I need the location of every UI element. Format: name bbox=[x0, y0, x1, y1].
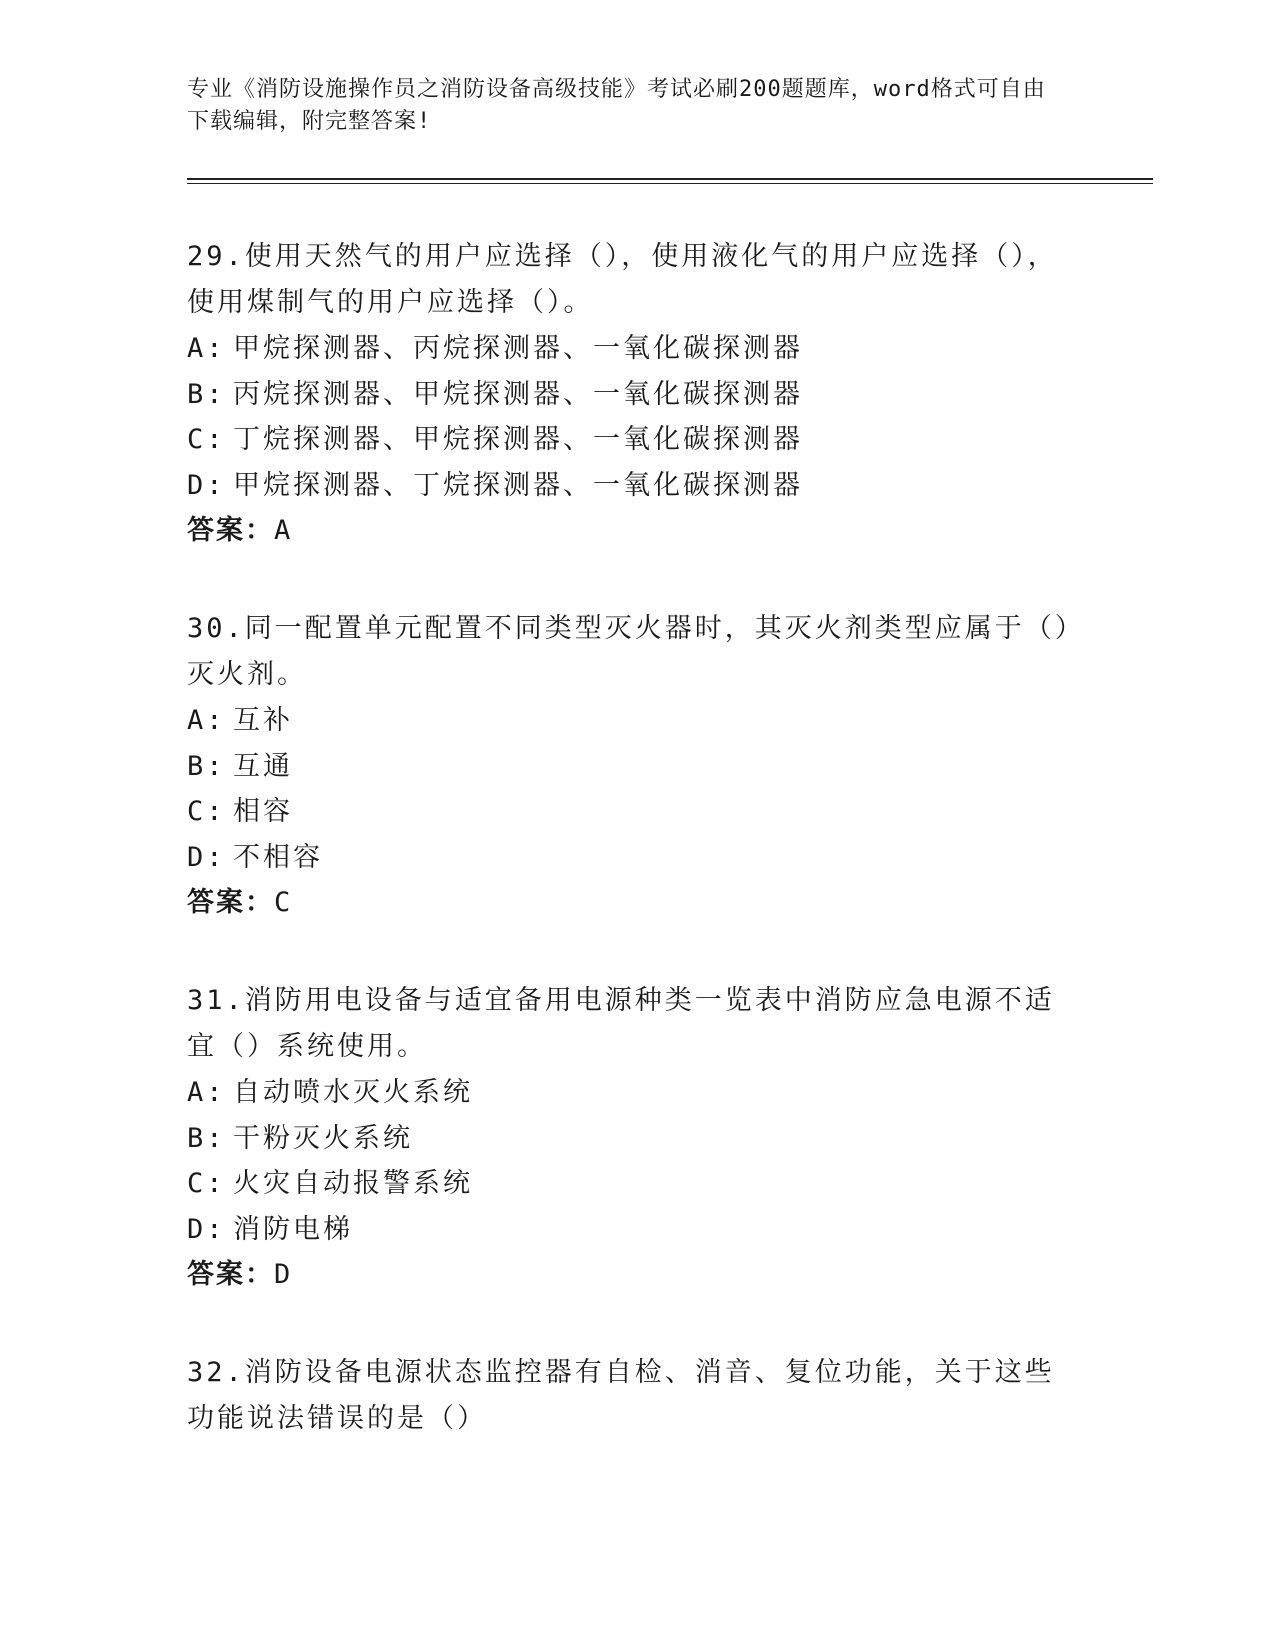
document-header: 专业《消防设施操作员之消防设备高级技能》考试必刷200题题库，word格式可自由下载编辑，附完整答案! bbox=[187, 77, 1046, 134]
answer-label: 答案： bbox=[187, 515, 274, 546]
option-letter: A: bbox=[187, 705, 226, 736]
question-stem: 31.消防用电设备与适宜备用电源种类一览表中消防应急电源不适宜（）系统使用。 bbox=[187, 985, 1055, 1062]
option-text: 互通 bbox=[233, 750, 293, 782]
option-letter: B: bbox=[187, 1122, 226, 1154]
option-text: 自动喷水灭火系统 bbox=[233, 1077, 473, 1108]
option-d bbox=[187, 1207, 1077, 1253]
question-30 bbox=[187, 606, 1077, 926]
option-letter: D: bbox=[187, 469, 226, 501]
option-letter: B: bbox=[187, 750, 226, 782]
header-divider-thin bbox=[187, 183, 1153, 184]
option-letter: A: bbox=[187, 333, 226, 364]
option-d bbox=[187, 463, 1077, 509]
answer-value: C bbox=[274, 887, 293, 918]
answer-label: 答案： bbox=[187, 887, 274, 918]
option-d bbox=[187, 835, 1077, 881]
option-text: 甲烷探测器、丙烷探测器、一氧化碳探测器 bbox=[233, 333, 803, 364]
option-b bbox=[187, 1116, 1077, 1162]
option-text: 消防电梯 bbox=[233, 1213, 353, 1245]
option-letter: C: bbox=[187, 796, 226, 827]
question-list bbox=[187, 234, 1077, 1494]
option-c bbox=[187, 1161, 1077, 1207]
option-c bbox=[187, 789, 1077, 835]
answer-value: A bbox=[274, 515, 293, 546]
answer-label: 答案： bbox=[187, 1259, 274, 1290]
answer-line bbox=[187, 880, 1077, 926]
answer-line bbox=[187, 1252, 1077, 1298]
option-text: 丙烷探测器、甲烷探测器、一氧化碳探测器 bbox=[233, 378, 803, 410]
option-text: 不相容 bbox=[233, 841, 323, 873]
option-letter: D: bbox=[187, 1213, 226, 1245]
answer-line bbox=[187, 508, 1077, 554]
option-a bbox=[187, 1070, 1077, 1116]
question-29 bbox=[187, 234, 1077, 554]
option-letter: B: bbox=[187, 378, 226, 410]
option-b bbox=[187, 372, 1077, 418]
option-letter: C: bbox=[187, 424, 226, 455]
option-c bbox=[187, 417, 1077, 463]
question-stem: 30.同一配置单元配置不同类型灭火器时，其灭火剂类型应属于（）灭火剂。 bbox=[187, 613, 1072, 690]
option-text: 火灾自动报警系统 bbox=[233, 1168, 473, 1199]
option-b bbox=[187, 744, 1077, 790]
option-text: 丁烷探测器、甲烷探测器、一氧化碳探测器 bbox=[233, 424, 803, 455]
option-letter: C: bbox=[187, 1168, 226, 1199]
question-32 bbox=[187, 1350, 1077, 1442]
option-letter: D: bbox=[187, 841, 226, 873]
option-a bbox=[187, 326, 1077, 372]
option-text: 甲烷探测器、丁烷探测器、一氧化碳探测器 bbox=[233, 469, 803, 501]
option-letter: A: bbox=[187, 1077, 226, 1108]
header-divider bbox=[187, 178, 1153, 180]
option-text: 互补 bbox=[233, 705, 293, 736]
question-31 bbox=[187, 978, 1077, 1298]
option-a bbox=[187, 698, 1077, 744]
answer-value: D bbox=[274, 1259, 293, 1290]
option-text: 干粉灭火系统 bbox=[233, 1122, 413, 1154]
question-stem: 32.消防设备电源状态监控器有自检、消音、复位功能，关于这些功能说法错误的是（） bbox=[187, 1357, 1055, 1434]
option-text: 相容 bbox=[233, 796, 293, 827]
question-stem: 29.使用天然气的用户应选择（），使用液化气的用户应选择（），使用煤制气的用户应选择（）。 bbox=[187, 241, 1058, 318]
